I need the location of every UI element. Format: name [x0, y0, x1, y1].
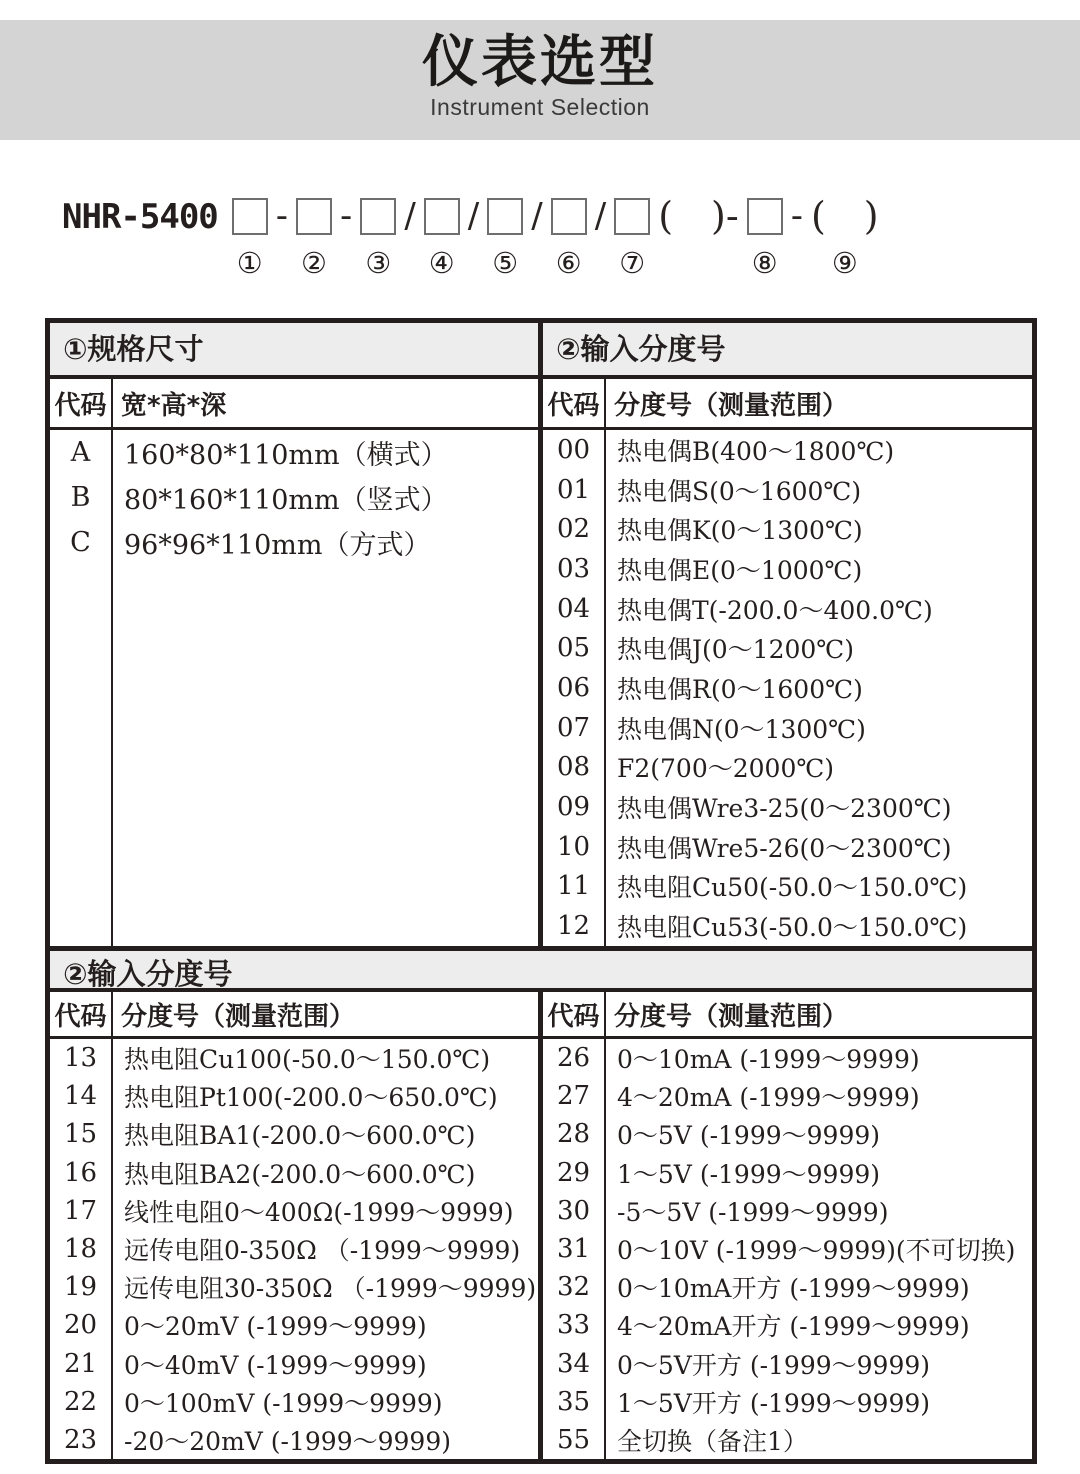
range-cell: 热电偶N(0～1300℃) — [617, 714, 866, 744]
column-header-range: 分度号（测量范围） — [614, 390, 849, 421]
selection-table — [45, 318, 1037, 1464]
range-cell: 热电偶S(0～1600℃) — [617, 476, 862, 506]
range-cell: 1～5V (-1999～9999) — [617, 1159, 881, 1189]
model-slot-4 — [424, 198, 460, 278]
model-code-line — [62, 194, 1080, 280]
input-code-column — [543, 430, 606, 946]
code-cell: 08 — [556, 752, 591, 783]
range-cell: 1～5V开方 (-1999～9999) — [617, 1388, 931, 1418]
code-cell: 30 — [556, 1195, 591, 1226]
code-cell: 35 — [556, 1386, 591, 1417]
section1-title-right: ②输入分度号 — [556, 332, 726, 366]
circle-number-5: ⑤ — [492, 246, 519, 280]
separator-dash: - — [790, 196, 803, 236]
section1-header-row — [50, 323, 1032, 379]
code-cell: 00 — [556, 434, 591, 465]
input-range-column-right — [606, 1039, 1032, 1459]
page-subtitle: Instrument Selection — [430, 94, 650, 120]
section1-title-left: ①规格尺寸 — [50, 323, 543, 375]
code-box-1 — [232, 198, 268, 235]
model-slot-5 — [487, 198, 523, 278]
column-header-code: 代码 — [543, 992, 606, 1036]
range-cell: 热电阻BA2(-200.0～600.0℃) — [124, 1159, 476, 1189]
range-cell: 远传电阻0-350Ω （-1999～9999) — [124, 1236, 521, 1266]
range-cell: 远传电阻30-350Ω （-1999～9999) — [124, 1274, 537, 1304]
circle-number-7: ⑦ — [619, 246, 646, 280]
code-cell: 11 — [556, 871, 591, 902]
input-code-column-right — [543, 1039, 606, 1459]
model-slot-2 — [296, 198, 332, 278]
range-cell: F2(700～2000℃) — [617, 754, 835, 784]
model-prefix: NHR-5400 — [62, 197, 218, 237]
separator-dash: - — [340, 196, 353, 236]
tail-parentheses: ( ) — [810, 194, 879, 238]
table2-body — [50, 1039, 1032, 1459]
code-cell: 05 — [556, 633, 591, 664]
size-code-column — [50, 430, 113, 946]
range-cell: 4～20mA (-1999～9999) — [617, 1083, 920, 1113]
range-cell: 热电偶T(-200.0～400.0℃) — [617, 595, 933, 625]
column-header-range: 分度号（测量范围） — [614, 1001, 849, 1032]
model-slot-6 — [551, 198, 587, 278]
code-cell: 07 — [556, 712, 591, 743]
code-cell: 21 — [63, 1348, 98, 1379]
separator-parens-dash: ( )- — [658, 194, 739, 238]
separator-slash: / — [594, 196, 607, 236]
column-header-code: 代码 — [50, 379, 113, 427]
circle-number-4: ④ — [428, 246, 455, 280]
model-slot-1 — [232, 198, 268, 278]
input-range-column — [606, 430, 1032, 946]
circle-number-1: ① — [236, 246, 263, 280]
table1-body — [50, 430, 1032, 946]
circle-number-9: ⑨ — [831, 246, 858, 280]
range-cell: 热电偶J(0～1200℃) — [617, 635, 855, 665]
code-cell: 23 — [63, 1424, 98, 1455]
circle-number-8: ⑧ — [751, 246, 778, 280]
input-code-column-left — [50, 1039, 113, 1459]
code-cell: 33 — [556, 1310, 591, 1341]
model-slot-3 — [360, 198, 396, 278]
range-cell: 热电阻Cu53(-50.0～150.0℃) — [617, 913, 968, 943]
range-cell: 热电阻BA1(-200.0～600.0℃) — [124, 1121, 476, 1151]
range-cell: 热电偶E(0～1000℃) — [617, 555, 863, 585]
code-cell: 34 — [556, 1348, 591, 1379]
code-cell: 27 — [556, 1081, 591, 1112]
code-cell: A — [70, 437, 91, 468]
code-cell: 18 — [63, 1234, 98, 1265]
circle-number-6: ⑥ — [555, 246, 582, 280]
range-cell: 0～5V开方 (-1999～9999) — [617, 1350, 931, 1380]
code-box-4 — [424, 198, 460, 235]
code-cell: 31 — [556, 1234, 591, 1265]
code-cell: 19 — [63, 1272, 98, 1303]
range-cell: 0～100mV (-1999～9999) — [124, 1388, 443, 1418]
page-title: 仪表选型 — [422, 30, 658, 95]
separator-dash: - — [275, 196, 289, 236]
range-cell: 0～10V (-1999～9999)(不可切换) — [617, 1236, 1016, 1266]
code-cell: 32 — [556, 1272, 591, 1303]
code-cell: 13 — [63, 1043, 98, 1074]
range-cell: 0～40mV (-1999～9999) — [124, 1350, 427, 1380]
range-cell: 热电偶Wre5-26(0～2300℃) — [617, 833, 952, 863]
separator-slash: / — [531, 196, 543, 236]
code-box-7 — [614, 198, 650, 235]
size-spec-column — [113, 430, 543, 946]
code-cell: 26 — [556, 1043, 591, 1074]
range-cell: 热电阻Cu50(-50.0～150.0℃) — [617, 873, 968, 903]
column-header-code: 代码 — [50, 992, 113, 1036]
code-cell: 12 — [556, 911, 591, 942]
model-slot-7 — [614, 198, 650, 278]
code-cell: 29 — [556, 1157, 591, 1188]
column-header-code: 代码 — [543, 379, 606, 427]
circle-number-2: ② — [301, 246, 328, 280]
code-cell: 04 — [556, 593, 591, 624]
spec-cell: 80*160*110mm（竖式） — [124, 485, 448, 516]
range-cell: 0～5V (-1999～9999) — [617, 1121, 881, 1151]
code-box-5 — [487, 198, 523, 235]
code-cell: 15 — [63, 1119, 98, 1150]
model-slot-8 — [747, 198, 783, 278]
section2-header-row: ②输入分度号 — [50, 946, 1032, 992]
code-box-8 — [747, 198, 783, 235]
spec-cell: 160*80*110mm（横式） — [124, 440, 448, 471]
separator-slash: / — [404, 196, 416, 236]
code-cell: 28 — [556, 1119, 591, 1150]
code-cell: 06 — [556, 672, 591, 703]
code-cell: 03 — [556, 553, 591, 584]
code-cell: 16 — [63, 1157, 98, 1188]
code-cell: B — [70, 482, 91, 513]
code-box-6 — [551, 198, 587, 235]
range-cell: 全切换（备注1） — [617, 1426, 808, 1456]
circle-number-3: ③ — [365, 246, 392, 280]
range-cell: 4～20mA开方 (-1999～9999) — [617, 1312, 970, 1342]
code-box-2 — [296, 198, 332, 235]
code-cell: 14 — [63, 1081, 98, 1112]
separator-slash: / — [467, 196, 480, 236]
spec-cell: 96*96*110mm（方式） — [124, 530, 431, 561]
range-cell: 0～20mV (-1999～9999) — [124, 1312, 427, 1342]
range-cell: 热电偶K(0～1300℃) — [617, 516, 863, 546]
range-cell: 热电偶Wre3-25(0～2300℃) — [617, 794, 952, 824]
column-header-range: 分度号（测量范围） — [113, 992, 543, 1036]
range-cell: 热电阻Pt100(-200.0～650.0℃) — [124, 1083, 498, 1113]
code-cell: 17 — [63, 1195, 98, 1226]
range-cell: 0～10mA开方 (-1999～9999) — [617, 1274, 970, 1304]
code-cell: 20 — [63, 1310, 98, 1341]
range-cell: 线性电阻0～400Ω(-1999～9999) — [124, 1197, 514, 1227]
code-cell: 22 — [63, 1386, 98, 1417]
code-cell: 09 — [556, 792, 591, 823]
input-range-column-left — [113, 1039, 543, 1459]
title-banner — [0, 20, 1080, 140]
code-cell: C — [70, 527, 91, 558]
table1-column-header-row — [50, 379, 1032, 430]
code-cell: 01 — [556, 474, 591, 505]
range-cell: 0～10mA (-1999～9999) — [617, 1045, 920, 1075]
range-cell: 热电阻Cu100(-50.0～150.0℃) — [124, 1045, 491, 1075]
model-slot-9 — [810, 194, 879, 280]
range-cell: 热电偶R(0～1600℃) — [617, 674, 863, 704]
range-cell: -5～5V (-1999～9999) — [617, 1197, 889, 1227]
code-cell: 02 — [556, 514, 591, 545]
range-cell: -20～20mV (-1999～9999) — [124, 1426, 451, 1456]
range-cell: 热电偶B(400～1800℃) — [617, 436, 895, 466]
column-header-dimensions: 宽*高*深 — [113, 379, 543, 427]
code-cell: 55 — [556, 1424, 591, 1455]
code-box-3 — [360, 198, 396, 235]
code-cell: 10 — [556, 831, 591, 862]
table2-column-header-row — [50, 992, 1032, 1039]
